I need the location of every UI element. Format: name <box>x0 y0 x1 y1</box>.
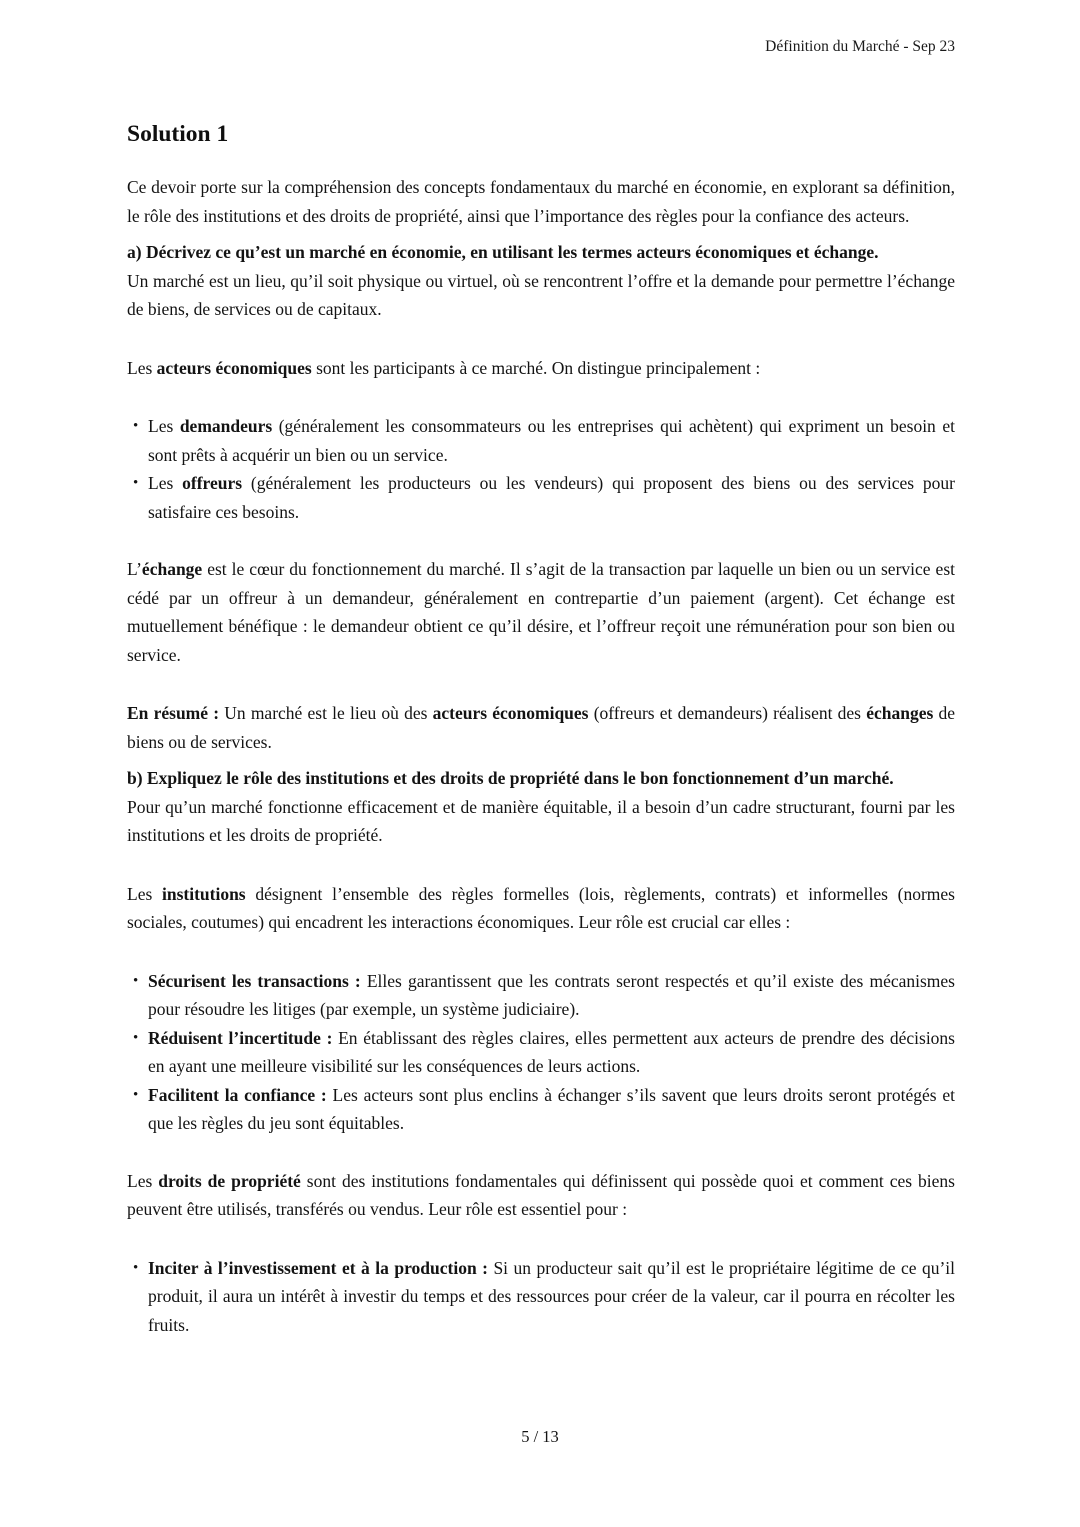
emphasized-text: offreurs <box>182 473 243 493</box>
text-run: Les <box>148 416 180 436</box>
emphasized-text: institutions <box>161 883 246 904</box>
page-title: Solution 1 <box>127 121 229 147</box>
text-run: Les <box>127 1170 159 1191</box>
page-header: Définition du Marché - Sep 23 <box>765 38 955 55</box>
paragraph <box>127 1167 955 1224</box>
paragraph <box>127 267 955 324</box>
text-run: Un marché est un lieu, qu’il soit physique ou virtuel, où se rencontrent l’offre et la demande pour permettre l’échange de biens, de services ou de capitaux. <box>127 270 955 319</box>
text-run: Les <box>127 883 162 904</box>
emphasized-text: échange <box>141 559 203 579</box>
text-run: Les acteurs sont plus enclins à échanger s’ils savent que leurs droits seront protégés et que les règles du jeu sont équitables. <box>148 1084 955 1133</box>
text-run: (généralement les producteurs ou les vendeurs) qui proposent des biens ou des services pour satisfaire ces besoins. <box>148 473 955 522</box>
paragraph <box>127 173 955 230</box>
emphasized-text: En résumé : <box>127 703 220 723</box>
bullet-list <box>127 412 955 526</box>
document-blocks <box>127 173 955 1339</box>
emphasized-text: b) Expliquez le rôle des institutions et des droits de propriété dans le bon fonctionnement d’un marché. <box>127 768 894 788</box>
bullet-item <box>127 1254 955 1340</box>
text-run: sont les participants à ce marché. On distingue principalement : <box>311 357 761 378</box>
text-run: Un marché est le lieu où des <box>219 703 433 723</box>
text-run: Elles garantissent que les contrats seront respectés et qu’il existe des mécanismes pour résoudre les litiges (par exemple, un système judiciaire). <box>148 970 955 1019</box>
page-number: 5 / 13 <box>521 1427 559 1446</box>
paragraph <box>127 555 955 669</box>
bullet-item <box>127 412 955 469</box>
text-run: désignent l’ensemble des règles formelles (lois, règlements, contrats) et informelles (normes sociales, coutumes) qui encadrent les interactions économiques. Leur rôle est crucial car elles : <box>127 883 955 932</box>
emphasized-text: droits de propriété <box>158 1170 301 1191</box>
text-run: Si un producteur sait qu’il est le propriétaire légitime de ce qu’il produit, il aura un intérêt à investir du temps et des ressources pour créer de la valeur, car il pourra en récolter les fruits. <box>148 1257 956 1335</box>
emphasized-text: Sécurisent les transactions : <box>148 970 361 991</box>
text-run: (offreurs et demandeurs) réalisent des <box>588 703 867 723</box>
bullet-list <box>127 1254 955 1340</box>
text-run: de biens ou de services. <box>127 703 955 752</box>
text-run: En établissant des règles claires, elles permettent aux acteurs de prendre des décisions en ayant une meilleure visibilité sur les conséquences de leurs actions. <box>148 1027 955 1076</box>
text-run: L’ <box>127 559 142 579</box>
bullet-item <box>127 967 955 1024</box>
paragraph <box>127 880 955 937</box>
emphasized-text: Réduisent l’incertitude : <box>148 1027 333 1048</box>
emphasized-text: Facilitent la confiance : <box>148 1084 327 1105</box>
bullet-item <box>127 1081 955 1138</box>
emphasized-text: échanges <box>866 703 934 723</box>
text-run: sont des institutions fondamentales qui définissent qui possède quoi et comment ces biens peuvent être utilisés, transférés ou vendus. Leur rôle est essentiel pour : <box>127 1170 955 1219</box>
text-run: (généralement les consommateurs ou les entreprises qui achètent) qui expriment un besoin et sont prêts à acquérir un bien ou un service. <box>148 416 955 465</box>
emphasized-text: demandeurs <box>179 416 273 436</box>
text-run: Les <box>127 357 157 378</box>
text-run: Pour qu’un marché fonctionne efficacement et de manière équitable, il a besoin d’un cadre structurant, fourni par les institutions et les droits de propriété. <box>127 796 955 845</box>
bullet-list <box>127 967 955 1138</box>
emphasized-text: acteurs économiques <box>432 703 589 723</box>
emphasized-text: a) Décrivez ce qu’est un marché en économie, en utilisant les termes acteurs économiques et échange. <box>127 242 879 262</box>
paragraph <box>127 354 955 383</box>
paragraph <box>127 699 955 756</box>
paragraph <box>127 793 955 850</box>
bullet-item <box>127 469 955 526</box>
bullet-item <box>127 1024 955 1081</box>
text-run: Les <box>148 473 183 493</box>
section-heading <box>127 238 955 267</box>
section-heading <box>127 764 955 793</box>
emphasized-text: Inciter à l’investissement et à la production : <box>148 1257 488 1278</box>
text-run: est le cœur du fonctionnement du marché. Il s’agit de la transaction par laquelle un bien ou un service est cédé par un offreur à un demandeur, généralement en contrepartie d’un paiement (argent). Cet échange est mutuellement bénéfique : le demandeur obtient ce qu’il désire, et l’offreur reçoit une rémunération pour son bien ou service. <box>127 559 955 665</box>
emphasized-text: acteurs économiques <box>156 357 312 378</box>
text-run: Ce devoir porte sur la compréhension des concepts fondamentaux du marché en économie, en explorant sa définition, le rôle des institutions et des droits de propriété, ainsi que l’importance des règles pour la confiance des acteurs. <box>127 177 955 226</box>
